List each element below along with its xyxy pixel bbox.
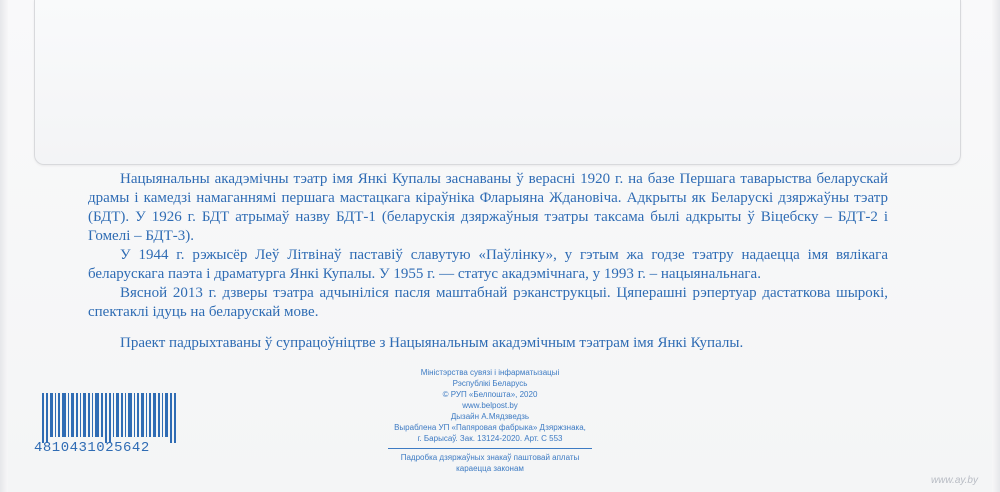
site-watermark: www.ay.by bbox=[930, 475, 978, 486]
imprint-divider bbox=[388, 448, 592, 449]
imprint-block bbox=[380, 367, 600, 474]
imprint-printer-2: г. Барысаў. Зак. 13124-2020. Арт. С 553 bbox=[417, 434, 563, 443]
envelope-flap bbox=[34, 0, 961, 165]
imprint-designer: Дызайн А.Мядзведзь bbox=[450, 412, 530, 421]
paragraph-2013: Вясной 2013 г. дзверы тэатра адчыніліся пасля маштабнай рэканструкцыі. Цяперашні рэпертуар дастаткова шырокі, спектаклі ідуць на беларускай мове. bbox=[88, 285, 888, 320]
paragraph-history: Нацыянальны акадэмічны тэатр імя Янкі Купалы заснаваны ў верасні 1920 г. на базе Першага таварыства беларускай драмы і камедзі намаганнямі першага мастацкага кіраўніка Фларыяна Ждановіча. Адкрыты як Беларускі дзяржаўны тэатр (БДТ). У 1926 г. БДТ атрымаў назву БДТ-1 (беларускія дзяржаўныя тэатры таксама былі адкрыты ў Віцебску – БДТ-2 і Гомелі – БДТ-3). bbox=[88, 171, 888, 244]
envelope-edge-right bbox=[992, 0, 1000, 492]
project-note: Праект падрыхтаваны ў супрацоўніцтве з Нацыянальным акадэмічным тэатрам імя Янкі Купалы. bbox=[120, 335, 744, 351]
imprint-ministry-1: Міністэрства сувязі і інфарматызацыі bbox=[420, 368, 560, 377]
barcode bbox=[34, 393, 184, 461]
description-text bbox=[88, 170, 888, 353]
barcode-bars bbox=[34, 393, 184, 443]
imprint-legal-2: караецца законам bbox=[456, 464, 524, 473]
imprint-copyright: © РУП «Белпошта», 2020 bbox=[442, 390, 538, 399]
paragraph-1944: У 1944 г. рэжысёр Леў Літвінаў паставіў славутую «Паўлінку», у гэтым жа годзе тэатру надаецца імя вялікага беларускага паэта і драматурга Янкі Купалы. У 1955 г. — статус акадэмічнага, у 1993 г. – нацыянальнага. bbox=[88, 247, 888, 282]
imprint-printer-1: Выраблена УП «Папяровая фабрыка» Дзяржзнака, bbox=[394, 423, 586, 432]
imprint-ministry-2: Рэспублікі Беларусь bbox=[452, 379, 528, 388]
imprint-legal-1: Падробка дзяржаўных знакаў паштовай аплаты bbox=[400, 453, 580, 462]
envelope-edge-left bbox=[0, 0, 8, 492]
imprint-website: www.belpost.by bbox=[462, 401, 518, 410]
barcode-number: 4810431025642 bbox=[34, 440, 150, 456]
